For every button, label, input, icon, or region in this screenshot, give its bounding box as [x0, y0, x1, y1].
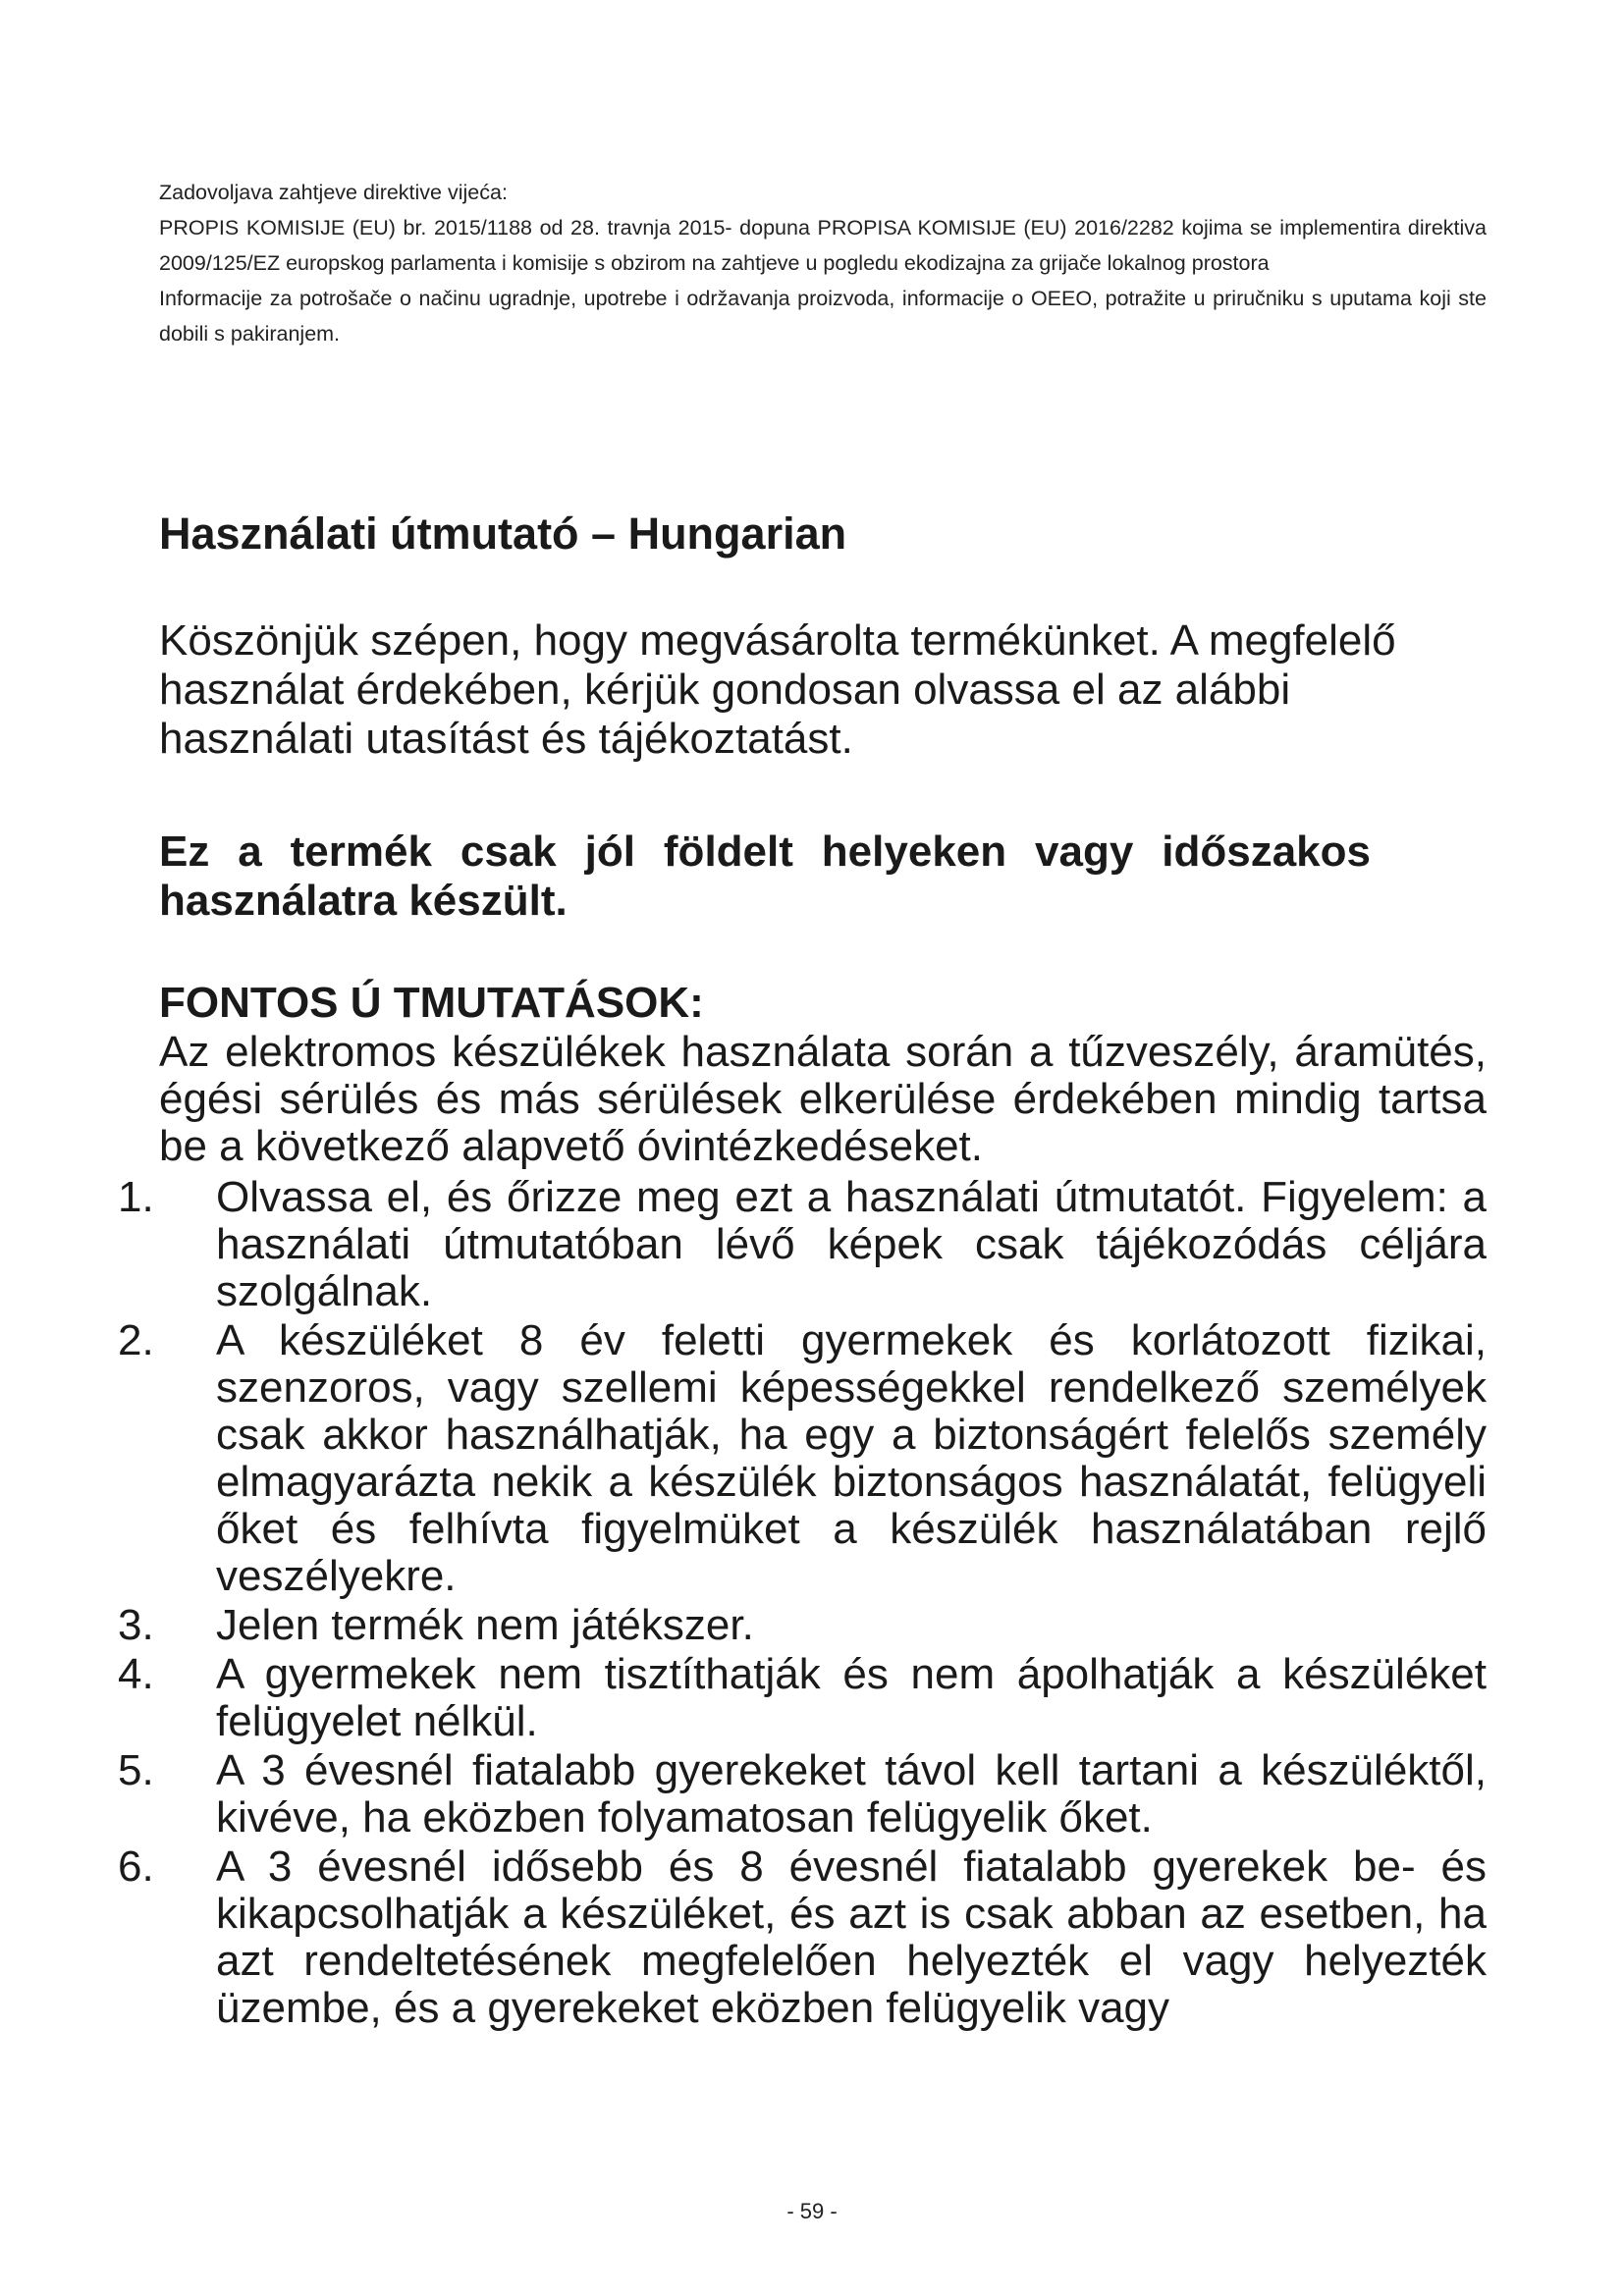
- safety-lead-paragraph: Az elektromos készülékek használata során a tűzveszély, áramütés, égési sérülés és más sérülések elkerülése érdekében mindig tartsa be a következő alapvető óvintézkedéseket.: [159, 1028, 1487, 1170]
- header-line-2: PROPIS KOMISIJE (EU) br. 2015/1188 od 28. travnja 2015- dopuna PROPISA KOMISIJE (EU) 2016/2282 kojima se implementira direktiva 2009/125/EZ europskog parlamenta i komisije s obzirom na zahtjeve u pogledu ekodizajna za grijače lokalnog prostora: [159, 216, 1487, 275]
- list-item: [118, 1317, 1487, 1600]
- list-item-text: A gyermekek nem tisztíthatják és nem ápolhatják a készüléket felügyelet nélkül.: [216, 1650, 1487, 1745]
- list-item-text: Jelen termék nem játékszer.: [216, 1601, 754, 1649]
- safety-instructions-list: [118, 1174, 1487, 2034]
- list-item: [118, 1843, 1487, 2032]
- usage-notice: Ez a termék csak jól földelt helyeken vagy időszakos használatra készült.: [159, 828, 1371, 925]
- list-item-text: Olvassa el, és őrizze meg ezt a használati útmutatót. Figyelem: a használati útmutatóban lévő képek csak tájékozódás céljára szolgálnak.: [216, 1173, 1487, 1315]
- list-item-number: 6.: [118, 1842, 154, 1891]
- list-item: [118, 1651, 1487, 1745]
- header-line-3: Informacije za potrošače o načinu ugradnje, upotrebe i održavanja proizvoda, informacije o OEEO, potražite u priručniku s uputama koji ste dobili s pakiranjem.: [159, 287, 1487, 346]
- list-item-number: 4.: [118, 1650, 154, 1698]
- list-item-number: 2.: [118, 1316, 154, 1364]
- section-title: FONTOS Ú TMUTATÁSOK:: [159, 979, 704, 1027]
- list-item-number: 5.: [118, 1746, 154, 1794]
- list-item-text: A készüléket 8 év feletti gyermekek és korlátozott fizikai, szenzoros, vagy szellemi képességekkel rendelkező személyek csak akkor használhatják, ha egy a biztonságért felelős személy elmagyarázta nekik a készülék biztonságos használatát, felügyeli őket és felhívta figyelmüket a készülék használatában rejlő veszélyekre.: [216, 1316, 1487, 1600]
- list-item: [118, 1602, 1487, 1649]
- list-item-number: 3.: [118, 1601, 154, 1649]
- page-number: - 59 -: [786, 2199, 838, 2223]
- regulation-header: [159, 175, 1487, 351]
- list-item-number: 1.: [118, 1173, 154, 1221]
- list-item: [118, 1174, 1487, 1315]
- intro-paragraph: Köszönjük szépen, hogy megvásárolta termékünket. A megfelelő használat érdekében, kérjük gondosan olvassa el az alábbi használati utasítást és tájékoztatást.: [159, 616, 1396, 763]
- list-item-text: A 3 évesnél idősebb és 8 évesnél fiatalabb gyerekek be- és kikapcsolhatják a készüléket, és azt is csak abban az esetben, ha azt rendeltetésének megfelelően helyezték el vagy helyezték üzembe, és a gyerekeket eközben felügyelik vagy: [216, 1842, 1487, 2032]
- page-title: Használati útmutató – Hungarian: [159, 508, 847, 559]
- list-item-text: A 3 évesnél fiatalabb gyerekeket távol kell tartani a készüléktől, kivéve, ha eközben folyamatosan felügyelik őket.: [216, 1746, 1487, 1842]
- list-item: [118, 1747, 1487, 1842]
- header-line-1: Zadovoljava zahtjeve direktive vijeća:: [159, 181, 508, 204]
